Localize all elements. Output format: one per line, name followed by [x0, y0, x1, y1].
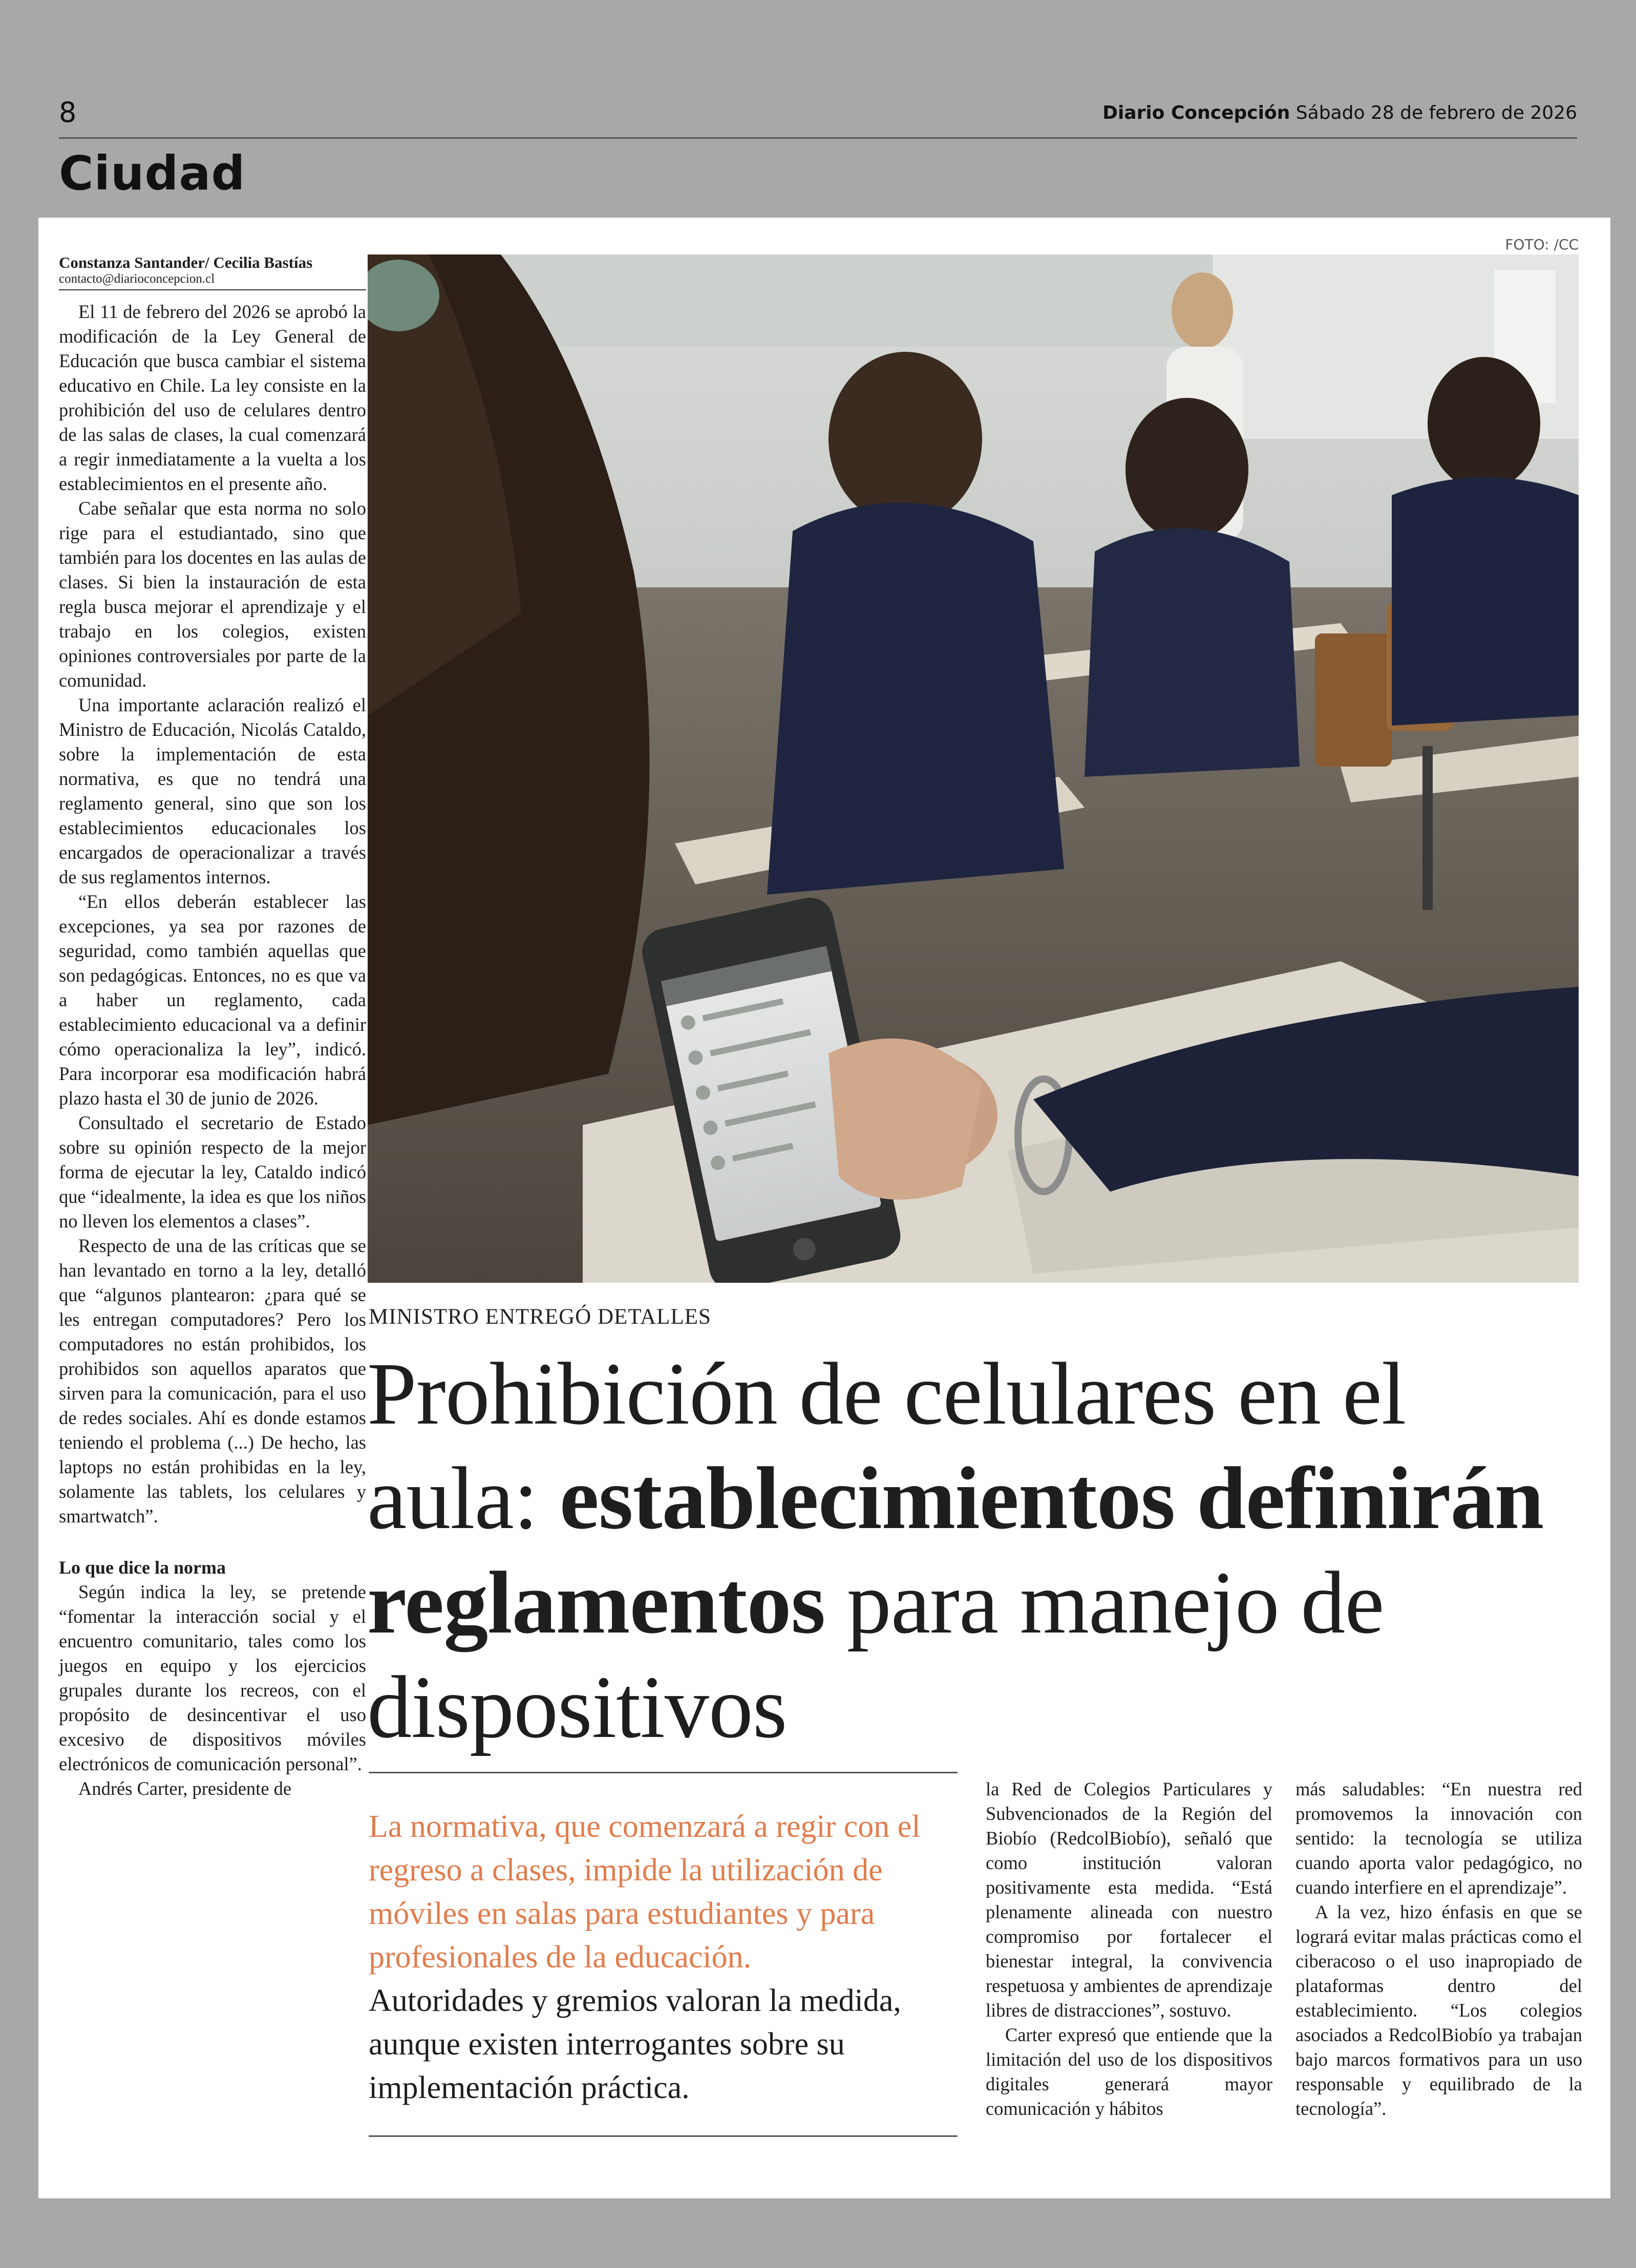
headline-part-1: Prohibición de celulares en el aula:: [367, 1344, 1406, 1548]
article-column-2: [986, 1777, 1272, 2121]
paragraph: Según indica la ley, se pretende “fomentar la interacción social y el encuentro comunitario, tales como los juegos en equipo y los ejercicios grupales durante los recreos, con el propósito de desincentivar el uso excesivo de dispositivos móviles electrónicos de comunicación personal”.: [59, 1581, 366, 1774]
section-title: Ciudad: [59, 146, 246, 201]
paragraph: Andrés Carter, presidente de: [78, 1778, 292, 1799]
article-kicker: MINISTRO ENTREGÓ DETALLES: [369, 1305, 711, 1329]
deck-bottom-rule: [369, 2135, 958, 2137]
article-column-1: [59, 300, 366, 1801]
headline-bold: establecimientos definirán reglamentos: [367, 1449, 1544, 1652]
paragraph: El 11 de febrero del 2026 se aprobó la modificación de la Ley General de Educación que busca cambiar el sistema educativo en Chile. La ley consiste en la prohibición del uso de celulares dentro de las salas de clases, la cual comenzará a regir inmediatamente a la vuelta a los establecimientos en el presente año.: [59, 301, 366, 494]
paragraph: A la vez, hizo énfasis en que se logrará evitar malas prácticas como el ciberacoso o el uso inapropiado de plataformas dentro del establecimiento. “Los colegios asociados a RedcolBiobío ya trabajan bajo marcos formativos para un uso responsable y equilibrado de la tecnología”.: [1295, 1901, 1582, 2119]
byline-authors: Constanza Santander/ Cecilia Bastías: [59, 253, 313, 271]
page-number: 8: [59, 96, 77, 129]
byline: [59, 253, 366, 290]
subhead: Lo que dice la norma: [59, 1557, 226, 1578]
paragraph: Una importante aclaración realizó el Ministro de Educación, Nicolás Cataldo, sobre la implementación de esta normativa, es que no tendrá una reglamento general, sino que son los establecimientos educacionales los encargados de operacionalizar a través de sus reglamentos internos.: [59, 694, 366, 887]
deck-sub: Autoridades y gremios valoran la medida, aunque existen interrogantes sobre su implementación práctica.: [369, 1983, 901, 2105]
article-headline: [367, 1342, 1586, 1760]
paragraph: “En ellos deberán establecer las excepciones, ya sea por razones de seguridad, como también aquellas que son pedagógicas. Entonces, no es que va a haber un reglamento, cada establecimiento educacional va a definir cómo operacionaliza la ley”, indicó. Para incorporar esa modificación habrá plazo hasta el 30 de junio de 2026.: [59, 891, 366, 1109]
paragraph: Respecto de una de las críticas que se han levantado en torno a la ley, detalló que “algunos plantearon: ¿para qué se les entregan computadores? Pero los computadores no están prohibidos, los prohibidos son aquellos aparatos que sirven para la comunicación, para el uso de redes sociales. Ahí es donde estamos teniendo el problema (...) De hecho, las laptops no están prohibidas en la ley, solamente las tablets, los celulares y smartwatch”.: [59, 1235, 366, 1527]
masthead: [1102, 102, 1577, 123]
page-header: [59, 96, 1577, 139]
paragraph: la Red de Colegios Particulares y Subvencionados de la Región del Biobío (RedcolBiobío), señaló que como institución valoran positivamente esta medida. “Está plenamente alineada con nuestro compromiso por fortalecer el bienestar integral, la convivencia respetuosa y ambientes de aprendizaje libres de distracciones”, sostuvo.: [986, 1778, 1272, 2021]
newspaper-name: Diario Concepción: [1102, 102, 1290, 123]
article-column-3: [1295, 1777, 1582, 2121]
article-deck: [369, 1805, 958, 2110]
issue-date: Sábado 28 de febrero de 2026: [1295, 102, 1577, 123]
photo-credit: FOTO: /CC: [1505, 236, 1579, 253]
headline-part-2: para manejo de dispositivos: [367, 1553, 1384, 1756]
paragraph: Cabe señalar que esta norma no solo rige para el estudiantado, sino que también para los docentes en las aulas de clases. Si bien la instauración de esta regla busca mejorar el aprendizaje y el trabajo en los colegios, existen opiniones controversiales por parte de la comunidad.: [59, 498, 366, 691]
byline-email: contacto@diarioconcepcion.cl: [59, 272, 366, 290]
article-photo: [368, 255, 1579, 1283]
paragraph: más saludables: “En nuestra red promovemos la innovación con sentido: la tecnología se utiliza cuando aporta valor pedagógico, no cuando interfiere en el aprendizaje”.: [1295, 1778, 1582, 1898]
article-page: [38, 218, 1610, 2198]
deck-top-rule: [369, 1772, 958, 1773]
paragraph: Carter expresó que entiende que la limitación del uso de los dispositivos digitales generará mayor comunicación y hábitos: [986, 2024, 1272, 2119]
paragraph: Consultado el secretario de Estado sobre su opinión respecto de la mejor forma de ejecutar la ley, Cataldo indicó que “idealmente, la idea es que los niños no lleven los elementos a clases”.: [59, 1112, 366, 1232]
deck-lead: La normativa, que comenzará a regir con el regreso a clases, impide la utilización de móviles en salas para estudiantes y para profesionales de la educación.: [369, 1809, 921, 1975]
